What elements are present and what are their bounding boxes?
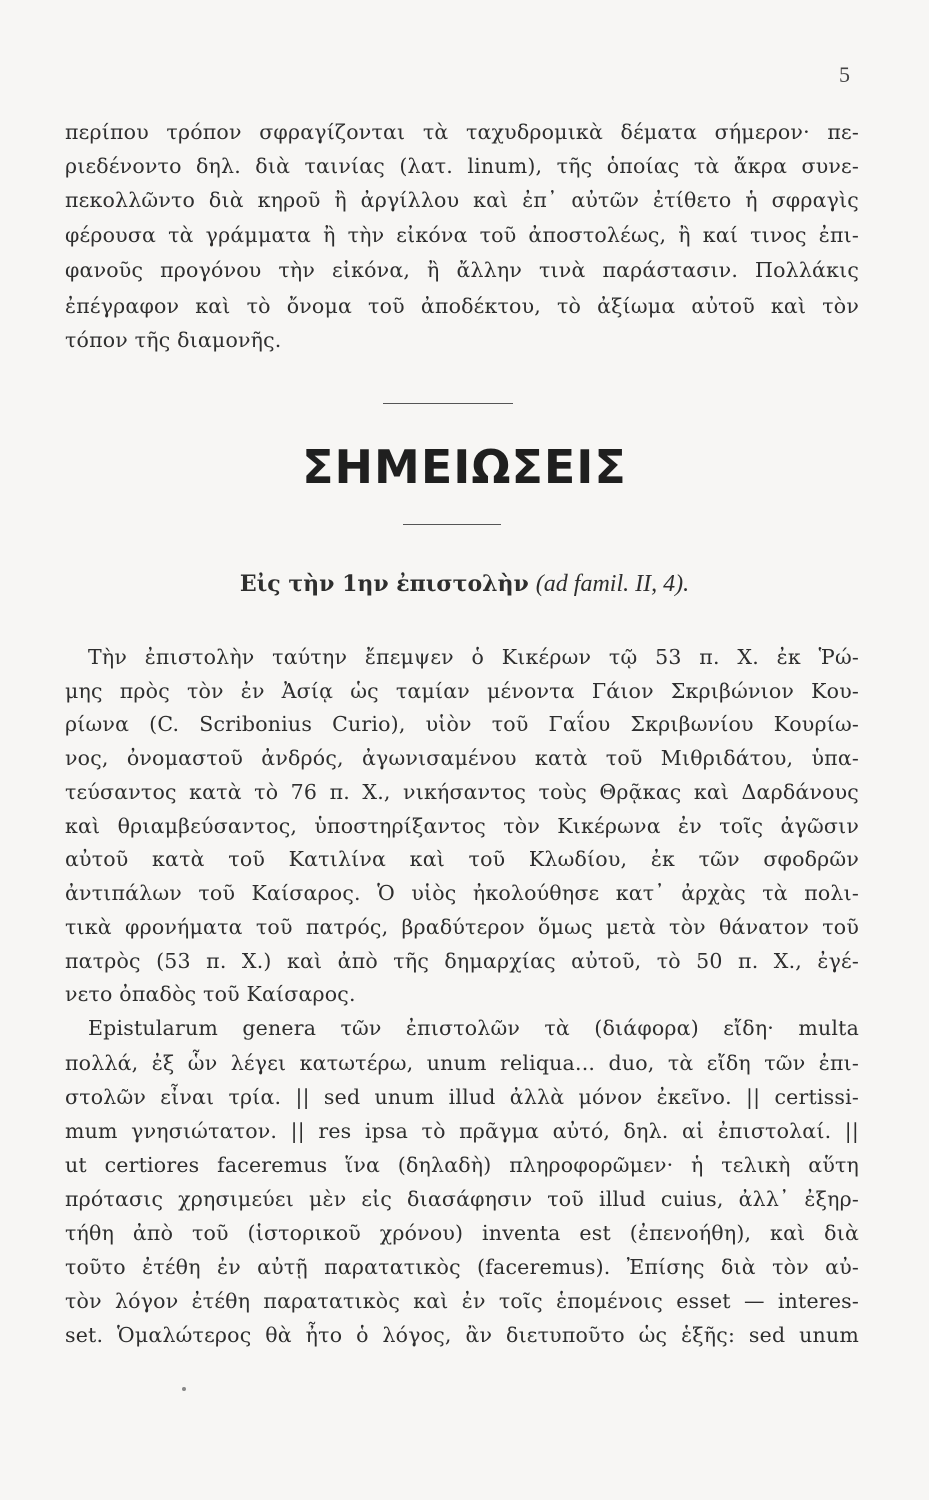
text-line: τὸν λόγον ἐτέθη παρατατικὸς καὶ ἐν τοῖς ἑπομένοις esset — interes- xyxy=(65,1289,859,1313)
text-line: τοῦτο ἐτέθη ἐν αὐτῇ παρατατικὸς (faceremus). Ἐπίσης διὰ τὸν αὐ- xyxy=(65,1255,859,1279)
text-line: ρίωνα (C. Scribonius Curio), υἱὸν τοῦ Γαΐου Σκριβωνίου Κουρίω- xyxy=(65,712,859,736)
text-line: καὶ θριαμβεύσαντος, ὑποστηρίξαντος τὸν Κικέρωνα ἐν τοῖς ἀγῶσιν xyxy=(65,814,859,838)
text-line: Epistularum genera τῶν ἐπιστολῶν τὰ (διάφορα) εἴδη· multa xyxy=(88,1016,859,1040)
text-line: πολλά, ἐξ ὧν λέγει κατωτέρω, unum reliqua... duo, τὰ εἴδη τῶν ἐπι- xyxy=(65,1051,859,1075)
text-line: πεκολλῶντο διὰ κηροῦ ἢ ἀργίλλου καὶ ἐπ᾽ αὐτῶν ἐτίθετο ἡ σφραγὶς xyxy=(65,188,859,212)
text-line: ut certiores faceremus ἵνα (δηλαδὴ) πληροφορῶμεν· ἡ τελικὴ αὕτη xyxy=(65,1153,859,1177)
text-line: πρότασις χρησιμεύει μὲν εἰς διασάφησιν τοῦ illud cuius, ἀλλ᾽ ἐξηρ- xyxy=(65,1187,859,1211)
text-line: φανοῦς προγόνου τὴν εἰκόνα, ἢ ἄλλην τινὰ παράστασιν. Πολλάκις xyxy=(65,258,859,282)
subheading-reference: (ad famil. II, 4). xyxy=(535,571,690,597)
text-line: νετο ὀπαδὸς τοῦ Καίσαρος. xyxy=(65,982,356,1006)
subheading xyxy=(0,571,929,598)
text-line: τεύσαντος κατὰ τὸ 76 π. Χ., νικήσαντος τοὺς Θρᾷκας καὶ Δαρδάνους xyxy=(65,780,859,804)
section-heading: ΣΗΜΕΙΩΣΕΙΣ xyxy=(302,440,627,494)
text-line: mum γνησιώτατον. || res ipsa τὸ πρᾶγμα αὐτό, δηλ. αἱ ἐπιστολαί. || xyxy=(65,1119,859,1143)
ink-speck xyxy=(182,1387,186,1391)
text-line: αὐτοῦ κατὰ τοῦ Κατιλίνα καὶ τοῦ Κλωδίου, ἐκ τῶν σφοδρῶν xyxy=(65,847,859,871)
text-line: ἀντιπάλων τοῦ Καίσαρος. Ὁ υἱὸς ἠκολούθησε κατ᾽ ἀρχὰς τὰ πολι- xyxy=(65,881,859,905)
text-line: set. Ὁμαλώτερος θὰ ἦτο ὁ λόγος, ἂν διετυποῦτο ὡς ἑξῆς: sed unum xyxy=(65,1323,859,1347)
text-line: Τὴν ἐπιστολὴν ταύτην ἔπεμψεν ὁ Κικέρων τῷ 53 π. Χ. ἐκ Ῥώ- xyxy=(88,645,859,669)
divider-rule xyxy=(403,524,501,525)
page-number: 5 xyxy=(839,62,850,87)
divider-rule xyxy=(383,403,513,404)
text-line: στολῶν εἶναι τρία. || sed unum illud ἀλλὰ μόνον ἐκεῖνο. || certissi- xyxy=(65,1085,859,1109)
text-line: μης πρὸς τὸν ἐν Ἀσίᾳ ὡς ταμίαν μένοντα Γάιον Σκριβώνιον Κου- xyxy=(65,679,859,703)
text-line: περίπου τρόπον σφραγίζονται τὰ ταχυδρομικὰ δέματα σήμερον· πε- xyxy=(65,120,859,144)
text-line: τήθη ἀπὸ τοῦ (ἱστορικοῦ χρόνου) inventa est (ἐπενοήθη), καὶ διὰ xyxy=(65,1221,859,1245)
text-line: ριεδένοντο δηλ. διὰ ταινίας (λατ. linum), τῆς ὁποίας τὰ ἄκρα συνε- xyxy=(65,154,859,178)
subheading-greek: Εἰς τὴν 1ην ἐπιστολὴν xyxy=(239,571,529,597)
text-line: τικὰ φρονήματα τοῦ πατρός, βραδύτερον ὅμως μετὰ τὸν θάνατον τοῦ xyxy=(65,915,859,939)
text-line: τόπον τῆς διαμονῆς. xyxy=(65,328,282,352)
text-line: φέρουσα τὰ γράμματα ἢ τὴν εἰκόνα τοῦ ἀποστολέως, ἢ καί τινος ἐπι- xyxy=(65,223,859,247)
text-line: ἐπέγραφον καὶ τὸ ὄνομα τοῦ ἀποδέκτου, τὸ ἀξίωμα αὐτοῦ καὶ τὸν xyxy=(65,294,859,318)
text-line: νος, ὀνομαστοῦ ἀνδρός, ἀγωνισαμένου κατὰ τοῦ Μιθριδάτου, ὑπα- xyxy=(65,746,859,770)
text-line: πατρὸς (53 π. Χ.) καὶ ἀπὸ τῆς δημαρχίας αὐτοῦ, τὸ 50 π. Χ., ἐγέ- xyxy=(65,949,859,973)
